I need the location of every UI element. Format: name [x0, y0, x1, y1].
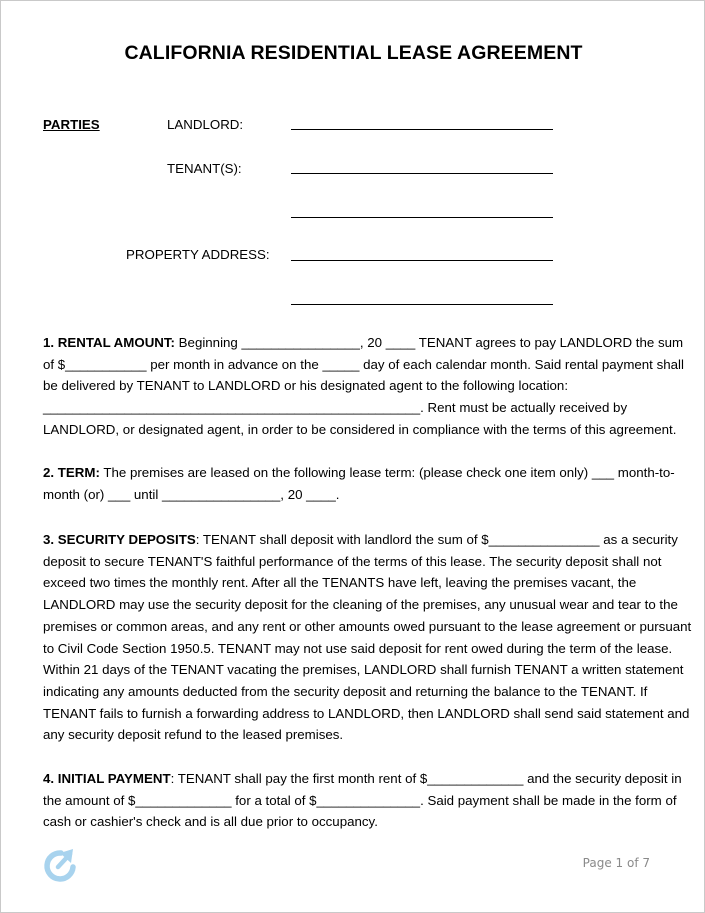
term-line-2: month (or) ___ until ________________, 20 ____. — [43, 486, 340, 502]
section-security-deposits — [43, 529, 692, 746]
rental-line-3: be delivered by TENANT to LANDLORD or his designated agent to the following location: — [43, 378, 569, 394]
refresh-arrow-icon — [42, 847, 76, 883]
document-title: CALIFORNIA RESIDENTIAL LEASE AGREEMENT — [124, 42, 583, 64]
security-line-2: deposit to secure TENANT'S faithful performance of the terms of this lease. The security deposit shall not — [43, 553, 662, 569]
tenants-label: TENANT(S): — [167, 161, 242, 176]
security-line-1: 3. SECURITY DEPOSITS: TENANT shall deposit with landlord the sum of $_______________ as a security — [43, 532, 678, 547]
rental-line-4: ___________________________________________________. Rent must be actually received by — [43, 400, 628, 416]
rental-line-1: 1. RENTAL AMOUNT: Beginning ________________, 20 ____ TENANT agrees to pay LANDLORD the sum — [43, 335, 684, 350]
security-heading: 3. SECURITY DEPOSITS — [43, 532, 196, 547]
security-line-10: any security deposit refund to the leased premises. — [43, 727, 344, 743]
section-initial-payment — [43, 768, 682, 833]
initial-heading: 4. INITIAL PAYMENT — [43, 771, 171, 786]
initial-line-3: cash or cashier's check and is all due prior to occupancy. — [43, 814, 378, 830]
initial-line-1: 4. INITIAL PAYMENT: TENANT shall pay the first month rent of $_____________ and the security deposit in — [43, 771, 682, 786]
security-line-8: indicating any amounts deducted from the security deposit and returning the balance to the TENANT. If — [43, 683, 648, 699]
security-line-3: exceed two times the monthly rent. After all the TENANTS have left, leaving the premises vacant, the — [43, 575, 637, 591]
rental-line-2: of $___________ per month in advance on the _____ day of each calendar month. Said rental payment shall — [43, 356, 684, 372]
tenant-blank-line-2 — [291, 217, 553, 218]
security-line-7: Within 21 days of the TENANT vacating the premises, LANDLORD shall furnish TENANT a written statement — [43, 662, 684, 678]
property-address-line-1 — [291, 260, 553, 261]
rental-heading: 1. RENTAL AMOUNT: — [43, 335, 175, 350]
term-line-1: 2. TERM: The premises are leased on the following lease term: (please check one item only) ___ month-to- — [43, 465, 675, 480]
security-line-9: TENANT fails to furnish a forwarding address to LANDLORD, then LANDLORD shall send said statement and — [43, 705, 690, 721]
landlord-blank-line — [291, 129, 553, 130]
tenant-blank-line-1 — [291, 173, 553, 174]
security-line-6: to Civil Code Section 1950.5. TENANT may not use said deposit for rent owed during the term of the lease. — [43, 640, 673, 656]
section-rental-amount — [43, 332, 684, 441]
property-address-label: PROPERTY ADDRESS: — [126, 247, 270, 262]
security-line-5: premises or common areas, and any rent or other amounts owed pursuant to the lease agreement or pursuant — [43, 618, 692, 634]
section-term — [43, 462, 675, 505]
initial-line-2: the amount of $_____________ for a total of $______________. Said payment shall be made in the form of — [43, 792, 677, 808]
rental-line-5: LANDLORD, or designated agent, in order to be considered in compliance with the terms of this agreement. — [43, 421, 677, 437]
property-address-line-2 — [291, 304, 553, 305]
page-number: Page 1 of 7 — [582, 856, 650, 870]
landlord-label: LANDLORD: — [167, 117, 244, 132]
security-line-4: LANDLORD may use the security deposit for the cleaning of the premises, any unusual wear and tear to the — [43, 597, 678, 613]
parties-heading: PARTIES — [43, 117, 100, 132]
term-heading: 2. TERM: — [43, 465, 100, 480]
